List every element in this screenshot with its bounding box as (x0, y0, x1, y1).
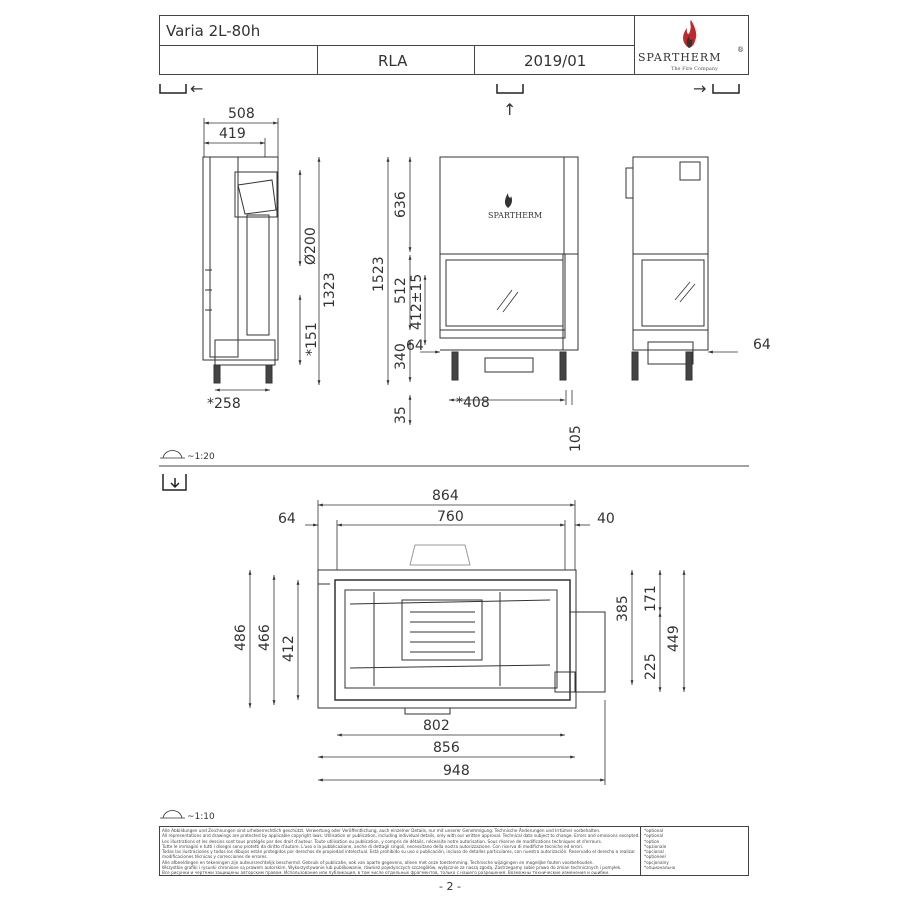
scale-top-icon (160, 451, 185, 459)
dim-105: 105 (568, 425, 584, 452)
revision-date: 2019/01 (524, 52, 587, 70)
optional-legend (644, 828, 744, 870)
dim-151: *151 (304, 322, 320, 356)
dim-1523: 1523 (371, 256, 387, 292)
dim-802: 802 (423, 718, 450, 734)
dim-512: 512 (393, 277, 409, 304)
front-view (440, 157, 578, 380)
dim-508: 508 (228, 106, 255, 122)
dim-1323: 1323 (322, 272, 338, 308)
brand-logo-text: SPARTHERM (638, 51, 722, 64)
front-brand-text: SPARTHERM (488, 211, 543, 220)
dim-40: 40 (597, 511, 615, 527)
copyright-notice (162, 828, 640, 876)
side-view-left (203, 157, 278, 383)
front-logo-icon (505, 193, 512, 208)
dim-466: 466 (257, 624, 273, 651)
dim-408: *408 (456, 395, 490, 411)
model-name: Varia 2L-80h (166, 22, 261, 40)
optional-label: *optional (644, 828, 664, 833)
plan-view (318, 545, 605, 714)
copyright-line: Wszystkie grafiki i rysunki chronione są prawem autorskim. Wykorzystywanie lub publikowanie, również pojedynczych szczegółów, wyłącznie za naszą zgodą. Zastrzegamy sobie prawo do zmian technicznych i pomyłek. (162, 865, 622, 871)
dim-171: 171 (643, 585, 659, 612)
dim-449: 449 (666, 625, 682, 652)
side-view-right (626, 157, 708, 380)
view-top-marker (163, 474, 186, 490)
optional-label: *optional (644, 833, 664, 839)
dim-258: *258 (207, 396, 241, 412)
right-view-arrow-icon: → (693, 79, 707, 98)
dim-419: 419 (219, 126, 246, 142)
copyright-line: All representations and drawings are protected by applicable copyright laws. Utilisation or publication, including individual details, only with our written approval. Technical data subject to change. Errors and omissions excepted. (162, 833, 640, 839)
dim-760: 760 (437, 509, 464, 525)
copyright-line: Alle Abbildungen und Zeichnungen sind urheberrechtlich geschützt. Verwertung oder Veröffentlichung, auch einzelner Details, nur mit unserer Genehmigung. Technische Änderungen und Irrtümer vorbehalten. (162, 828, 601, 833)
dim-948: 948 (443, 763, 470, 779)
scale-top-label: ~1:20 (187, 452, 215, 462)
dim-385: 385 (615, 595, 631, 622)
optional-label: *опционально (644, 865, 676, 871)
dim-200: Ø200 (303, 227, 319, 265)
dim-front-64: 64 (406, 338, 424, 354)
optional-label: *opcjonalny (644, 859, 669, 865)
dim-225: 225 (643, 653, 659, 680)
left-view-arrow-icon: ← (190, 79, 204, 98)
dim-35: 35 (393, 406, 409, 424)
page-number: - 2 - (439, 880, 461, 893)
copyright-line: Все рисунки и чертежи защищены авторским правом. Использование или публикация, в том числе отдельных фрагментов, только с нашего разрешения. Возможны технические изменения и ошибки. (162, 870, 610, 876)
dim-340: 340 (393, 343, 409, 370)
copyright-line: Todas las ilustraciones y todos los dibujos están protegidos por derechos de propiedad intelectual. Está prohibido su uso o publicación, incluso de detalles particulares, con nuestra autorización. Reservado el derecho a realizar modificaciones técnicas y correcciones de errores. (162, 849, 636, 860)
version-code: RLA (378, 52, 408, 70)
scale-bottom-icon (160, 811, 185, 819)
dim-486: 486 (233, 624, 249, 651)
optional-label: *opcional (644, 849, 664, 855)
brand-tagline: The Fire Company (671, 66, 718, 72)
optional-label: *opzionale (644, 843, 667, 849)
dim-plan-64: 64 (278, 511, 296, 527)
copyright-line: Tutte le immagini e tutti i disegni sono protetti da diritto d'autore. L'uso o la pubblicazione, anche di dettagli singoli, necessitano della nostra autorizzazione. Con riserva di modifiche tecniche ed errori. (162, 843, 584, 849)
side-left-dimensions (204, 118, 319, 390)
optional-label: *option (644, 838, 660, 844)
dim-636: 636 (393, 191, 409, 218)
dim-plan-412: 412 (281, 635, 297, 662)
copyright-line: Alle afbeeldingen en tekeningen zijn auteursrechtelijk beschermd. Gebruik of publicatie, ook van aparte gegevens, alleen met onze toestemming. Technische wijzigingen en mogelijke fouten voorbehouden. (162, 859, 594, 865)
dim-412: 412±15 (409, 273, 425, 330)
dim-right-64: 64 (753, 337, 771, 353)
scale-bottom-label: ~1:10 (187, 812, 215, 822)
view-front-marker (497, 84, 523, 93)
legal-footer (159, 826, 749, 876)
optional-label: *optioneel (644, 854, 666, 860)
registered-mark: ® (737, 46, 745, 54)
view-right-marker (713, 84, 739, 93)
footer-divider (640, 827, 641, 875)
front-view-arrow-icon: ↑ (503, 100, 517, 119)
copyright-line: Les illustrations et les dessins sont tous protégés par des droit d'auteur. Toute utilisation ou publication, y compris de détails, nécessite notre autorisation. Sous réserve de modifications techniques et d'erreurs. (162, 838, 603, 844)
dim-856: 856 (433, 740, 460, 756)
dim-864: 864 (432, 488, 459, 504)
view-left-marker (160, 84, 186, 93)
